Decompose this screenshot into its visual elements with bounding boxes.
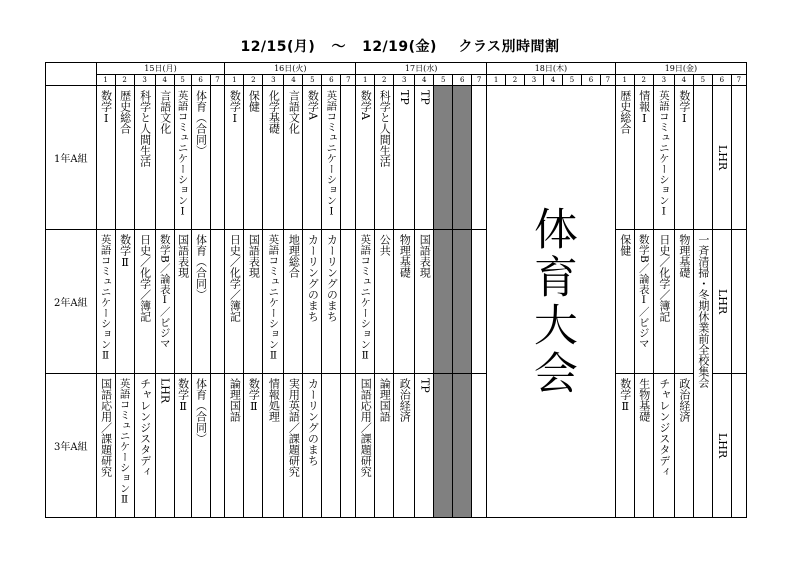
page-title xyxy=(0,36,800,56)
cell-c2-mon-5 xyxy=(174,230,191,374)
cell-c2-tue-7 xyxy=(341,230,356,374)
subject-label: LHR xyxy=(715,144,729,171)
cell-c2-tue-4 xyxy=(284,230,303,374)
cell-c2-mon-2 xyxy=(115,230,134,374)
cell-c2-mon-6 xyxy=(191,230,210,374)
cell-c3-fri-4 xyxy=(674,374,693,518)
cell-c2-fri-7 xyxy=(731,230,746,374)
subject-label: 国語表現 xyxy=(176,234,190,278)
event-cell-thursday xyxy=(487,86,616,518)
cell-c1-tue-4 xyxy=(284,86,303,230)
subject-label: 英語コミュニケーションⅡ xyxy=(267,234,280,362)
cell-c2-wed-6 xyxy=(453,230,472,374)
period-header-fri-6: 6 xyxy=(712,75,731,86)
period-header-tue-3: 3 xyxy=(263,75,284,86)
subject-label: TP xyxy=(398,90,412,105)
period-header-tue-7: 7 xyxy=(341,75,356,86)
cell-c2-tue-1 xyxy=(225,230,244,374)
period-header-thu-1: 1 xyxy=(487,75,506,86)
cell-c3-tue-4 xyxy=(284,374,303,518)
period-header-fri-4: 4 xyxy=(674,75,693,86)
subject-label: 情報Ⅰ xyxy=(637,90,651,125)
cell-c2-fri-2 xyxy=(634,230,653,374)
period-header-fri-2: 2 xyxy=(634,75,653,86)
subject-label: 日史／化学／簿記 xyxy=(138,234,152,322)
cell-c3-fri-1 xyxy=(615,374,634,518)
period-header-thu-5: 5 xyxy=(563,75,582,86)
period-header-mon-4: 4 xyxy=(155,75,174,86)
subject-label: 数学B／論表Ⅰ／ビジマ xyxy=(158,234,171,349)
cell-c1-fri-7 xyxy=(731,86,746,230)
cell-c3-mon-5 xyxy=(174,374,191,518)
cell-c2-fri-1 xyxy=(615,230,634,374)
cell-c1-wed-7 xyxy=(472,86,487,230)
cell-c3-tue-1 xyxy=(225,374,244,518)
cell-c1-wed-2 xyxy=(375,86,394,230)
subject-label: 物理基礎 xyxy=(398,234,412,278)
subject-label: 国語表現 xyxy=(247,234,261,278)
subject-label: 英語コミュニケーションⅡ xyxy=(99,234,112,362)
day-header-wed: 17日(水) xyxy=(356,63,487,75)
cell-c2-mon-1 xyxy=(96,230,115,374)
subject-label: 日史／化学／簿記 xyxy=(228,234,242,322)
subject-label: 数学Ⅱ xyxy=(176,378,190,413)
period-header-fri-1: 1 xyxy=(615,75,634,86)
subject-label: 科学と人間生活 xyxy=(378,90,392,167)
subject-label: 実用英語／課題研究 xyxy=(287,378,301,477)
subject-label: 数学Ⅱ xyxy=(118,234,132,269)
subject-label: 情報処理 xyxy=(267,378,281,422)
subject-label: 論理国語 xyxy=(378,378,392,422)
cell-c3-wed-3 xyxy=(394,374,415,518)
cell-c2-tue-2 xyxy=(244,230,263,374)
subject-label: 数学Ⅰ xyxy=(228,90,242,125)
period-header-tue-1: 1 xyxy=(225,75,244,86)
title-tilde: 〜 xyxy=(331,39,346,55)
subject-label: 国語表現 xyxy=(418,234,432,278)
period-header-wed-2: 2 xyxy=(375,75,394,86)
cell-c3-wed-2 xyxy=(375,374,394,518)
subject-label: 体育（合同） xyxy=(194,378,208,444)
cell-c3-fri-6 xyxy=(712,374,731,518)
cell-c3-tue-3 xyxy=(263,374,284,518)
period-header-wed-3: 3 xyxy=(394,75,415,86)
cell-c2-mon-7 xyxy=(210,230,225,374)
period-header-mon-2: 2 xyxy=(115,75,134,86)
period-header-wed-1: 1 xyxy=(356,75,375,86)
title-start-date: 12/15(月) xyxy=(240,39,316,55)
cell-c3-tue-5 xyxy=(303,374,322,518)
period-header-fri-3: 3 xyxy=(653,75,674,86)
class-label-c2: 2年A組 xyxy=(46,230,97,374)
cell-c3-tue-2 xyxy=(244,374,263,518)
cell-c1-wed-1 xyxy=(356,86,375,230)
subject-label: LHR xyxy=(715,288,729,315)
title-end-date: 12/19(金) xyxy=(362,39,437,55)
cell-c1-tue-3 xyxy=(263,86,284,230)
period-header-mon-7: 7 xyxy=(210,75,225,86)
cell-c2-wed-7 xyxy=(472,230,487,374)
period-header-tue-5: 5 xyxy=(303,75,322,86)
subject-label: 英語コミュニケーションⅡ xyxy=(359,234,372,362)
subject-label: 公共 xyxy=(378,234,392,256)
subject-label: 地理総合 xyxy=(287,234,301,278)
subject-label: 化学基礎 xyxy=(267,90,281,134)
subject-label: 保健 xyxy=(247,90,261,112)
subject-label: 数学B／論表Ⅰ／ビジマ xyxy=(637,234,650,349)
cell-c1-tue-2 xyxy=(244,86,263,230)
cell-c1-wed-4 xyxy=(415,86,434,230)
subject-label: 物理基礎 xyxy=(677,234,691,278)
cell-c2-fri-4 xyxy=(674,230,693,374)
subject-label: 数学Ⅰ xyxy=(99,90,113,125)
period-header-mon-5: 5 xyxy=(174,75,191,86)
period-header-fri-5: 5 xyxy=(693,75,712,86)
day-header-mon: 15日(月) xyxy=(96,63,225,75)
cell-c3-tue-7 xyxy=(341,374,356,518)
subject-label: 政治経済 xyxy=(398,378,412,422)
cell-c1-fri-5 xyxy=(693,86,712,230)
cell-c1-mon-7 xyxy=(210,86,225,230)
cell-c3-wed-7 xyxy=(472,374,487,518)
day-header-fri: 19日(金) xyxy=(615,63,746,75)
cell-c1-fri-4 xyxy=(674,86,693,230)
period-header-thu-7: 7 xyxy=(600,75,615,86)
cell-c1-mon-1 xyxy=(96,86,115,230)
subject-label: TP xyxy=(418,90,432,105)
cell-c1-mon-6 xyxy=(191,86,210,230)
cell-c2-wed-1 xyxy=(356,230,375,374)
subject-label: LHR xyxy=(715,432,729,459)
subject-label: 政治経済 xyxy=(677,378,691,422)
period-header-mon-6: 6 xyxy=(191,75,210,86)
subject-label: 国語応用／課題研究 xyxy=(359,378,373,477)
cell-c3-mon-7 xyxy=(210,374,225,518)
class-label-c3: 3年A組 xyxy=(46,374,97,518)
cell-c3-wed-5 xyxy=(434,374,453,518)
timetable xyxy=(45,62,747,518)
cell-c3-fri-2 xyxy=(634,374,653,518)
header-corner xyxy=(46,63,97,86)
cell-c3-wed-4 xyxy=(415,374,434,518)
cell-c1-tue-7 xyxy=(341,86,356,230)
period-header-wed-4: 4 xyxy=(415,75,434,86)
cell-c3-mon-1 xyxy=(96,374,115,518)
cell-c2-fri-6 xyxy=(712,230,731,374)
cell-c1-fri-1 xyxy=(615,86,634,230)
cell-c3-mon-2 xyxy=(115,374,134,518)
subject-label: カーリングのまち xyxy=(306,234,320,322)
subject-label: 数学A xyxy=(359,90,373,120)
subject-label: 歴史総合 xyxy=(118,90,132,134)
subject-label: 英語コミュニケーションⅠ xyxy=(657,90,670,218)
subject-label: チャレンジスタディ xyxy=(138,378,152,477)
period-header-tue-2: 2 xyxy=(244,75,263,86)
cell-c1-fri-3 xyxy=(653,86,674,230)
period-header-fri-7: 7 xyxy=(731,75,746,86)
cell-c2-tue-5 xyxy=(303,230,322,374)
cell-c1-fri-6 xyxy=(712,86,731,230)
subject-label: 科学と人間生活 xyxy=(138,90,152,167)
cell-c2-mon-3 xyxy=(134,230,155,374)
period-header-thu-2: 2 xyxy=(506,75,525,86)
period-header-wed-6: 6 xyxy=(453,75,472,86)
period-header-wed-5: 5 xyxy=(434,75,453,86)
subject-label: TP xyxy=(418,378,432,393)
cell-c3-mon-6 xyxy=(191,374,210,518)
subject-label: 日史／化学／簿記 xyxy=(657,234,671,322)
period-header-thu-3: 3 xyxy=(525,75,544,86)
period-header-thu-4: 4 xyxy=(544,75,563,86)
subject-label: 体育（合同） xyxy=(194,90,208,156)
cell-c1-mon-4 xyxy=(155,86,174,230)
cell-c3-wed-1 xyxy=(356,374,375,518)
event-label: 体育大会 xyxy=(525,205,577,398)
subject-label: 体育（合同） xyxy=(194,234,208,300)
subject-label: カーリングのまち xyxy=(306,378,320,466)
subject-label: 国語応用／課題研究 xyxy=(99,378,113,477)
merged-subject: 一斉清掃・冬期休業前全校集会 xyxy=(696,234,710,388)
cell-c1-mon-3 xyxy=(134,86,155,230)
subject-label: LHR xyxy=(158,378,172,404)
cell-c1-wed-3 xyxy=(394,86,415,230)
cell-c3-wed-6 xyxy=(453,374,472,518)
cell-c2-tue-3 xyxy=(263,230,284,374)
period-header-tue-6: 6 xyxy=(322,75,341,86)
subject-label: 歴史総合 xyxy=(618,90,632,134)
cell-c2-wed-4 xyxy=(415,230,434,374)
day-header-tue: 16日(火) xyxy=(225,63,356,75)
period-header-wed-7: 7 xyxy=(472,75,487,86)
cell-c2-wed-3 xyxy=(394,230,415,374)
class-label-c1: 1年A組 xyxy=(46,86,97,230)
day-header-thu: 18日(木) xyxy=(487,63,616,75)
cell-c1-tue-1 xyxy=(225,86,244,230)
cell-c3-fri-7 xyxy=(731,374,746,518)
subject-label: カーリングのまち xyxy=(325,234,339,322)
cell-c2-mon-4 xyxy=(155,230,174,374)
subject-label: 数学A xyxy=(306,90,320,120)
cell-c1-wed-5 xyxy=(434,86,453,230)
cell-c2-wed-2 xyxy=(375,230,394,374)
cell-c3-mon-4 xyxy=(155,374,174,518)
period-header-mon-3: 3 xyxy=(134,75,155,86)
cell-c1-tue-5 xyxy=(303,86,322,230)
subject-label: 数学Ⅰ xyxy=(677,90,691,125)
cell-c3-tue-6 xyxy=(322,374,341,518)
cell-c1-mon-2 xyxy=(115,86,134,230)
subject-label: 言語文化 xyxy=(158,90,172,134)
cell-c3-fri-3 xyxy=(653,374,674,518)
subject-label: 英語コミュニケーションⅡ xyxy=(118,378,131,506)
subject-label: チャレンジスタディ xyxy=(657,378,671,477)
subject-label: 英語コミュニケーションⅠ xyxy=(325,90,338,218)
cell-c1-fri-2 xyxy=(634,86,653,230)
period-header-tue-4: 4 xyxy=(284,75,303,86)
subject-label: 言語文化 xyxy=(287,90,301,134)
cell-c1-mon-5 xyxy=(174,86,191,230)
subject-label: 保健 xyxy=(618,234,632,256)
subject-label: 数学Ⅱ xyxy=(247,378,261,413)
merged-cell-fri-p5 xyxy=(693,230,712,518)
subject-label: 数学Ⅱ xyxy=(618,378,632,413)
title-label: クラス別時間割 xyxy=(458,39,560,55)
subject-label: 生物基礎 xyxy=(637,378,651,422)
cell-c3-mon-3 xyxy=(134,374,155,518)
cell-c1-wed-6 xyxy=(453,86,472,230)
cell-c2-wed-5 xyxy=(434,230,453,374)
period-header-mon-1: 1 xyxy=(96,75,115,86)
subject-label: 論理国語 xyxy=(228,378,242,422)
cell-c1-tue-6 xyxy=(322,86,341,230)
period-header-thu-6: 6 xyxy=(581,75,600,86)
subject-label: 英語コミュニケーションⅠ xyxy=(176,90,189,218)
cell-c2-fri-3 xyxy=(653,230,674,374)
cell-c2-tue-6 xyxy=(322,230,341,374)
